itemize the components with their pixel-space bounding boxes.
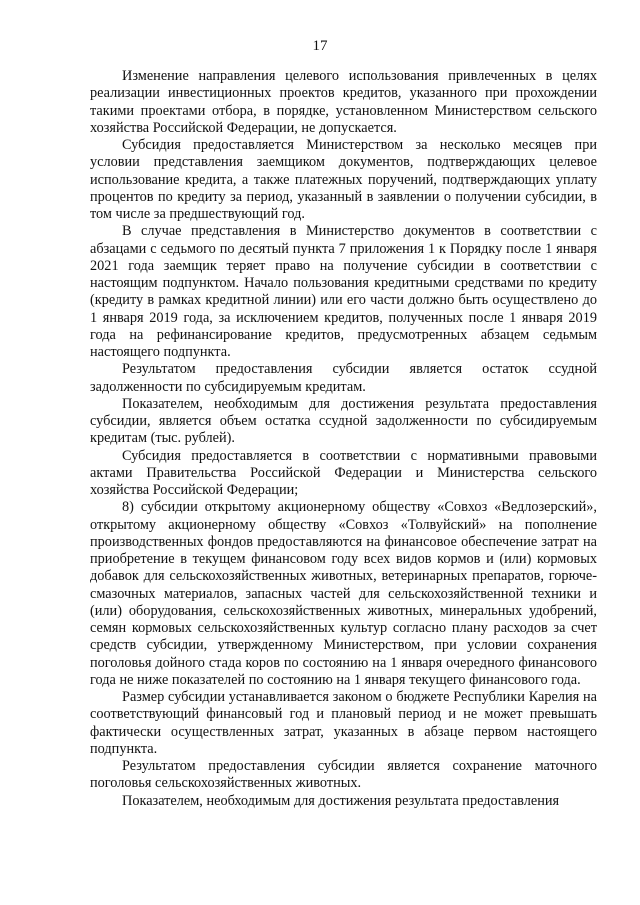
paragraph-6: Субсидия предоставляется в соответствии с нормативными правовыми актами Правительства Российской Федерации и Министерства сельского хозяйства Российской Федерации; [90,447,597,498]
paragraph-7: 8) субсидии открытому акционерному обществу «Совхоз «Ведлозерский», открытому акционерному обществу «Совхоз «Толвуйский» на пополнение производственных фондов предоставляются на финансовое обеспечение затрат на приобретение в текущем финансовом году всех видов кормов и (или) кормовых добавок для сельскохозяйственных животных, ветеринарных препаратов, горюче-смазочных материалов, запасных частей для сельскохозяйственной техники и (или) оборудования, сельскохозяйственных животных, минеральных удобрений, семян кормовых сельскохозяйственных культур согласно плану расходов за счет средств субсидии, утвержденному Министерством, при условии сохранения поголовья дойного стада коров по состоянию на 1 января очередного финансового года не ниже показателей по состоянию на 1 января текущего финансового года. [90,499,597,688]
paragraph-2: Субсидия предоставляется Министерством за несколько месяцев при условии представления заемщиком документов, подтверждающих целевое использование кредита, а также платежных поручений, подтверждающих уплату процентов по кредиту за период, указанный в заявлении о получении субсидии, в том числе за предшествующий год. [90,137,597,222]
page-number: 17 [312,38,328,54]
paragraph-3: В случае представления в Министерство документов в соответствии с абзацами с седьмого по десятый пункта 7 приложения 1 к Порядку после 1 января 2021 года заемщик теряет право на получение субсидии в соответствии с настоящим подпунктом. Начало пользования кредитными средствами по кредиту (кредиту в рамках кредитной линии) или его части должно быть осуществлено до 1 января 2019 года, за исключением кредитов, полученных после 1 января 2019 года на рефинансирование кредитов, предусмотренных абзацем седьмым настоящего подпункта. [90,223,597,360]
paragraph-1: Изменение направления целевого использования привлеченных в целях реализации инвестиционных проектов кредитов, указанного при прохождении такими проектами отбора, в порядке, установленном Министерством сельского хозяйства Российской Федерации, не допускается. [90,68,597,136]
paragraph-9: Результатом предоставления субсидии является сохранение маточного поголовья сельскохозяйственных животных. [90,758,597,792]
paragraph-10: Показателем, необходимым для достижения результата предоставления [122,792,560,809]
paragraph-4: Результатом предоставления субсидии является остаток ссудной задолженности по субсидируемым кредитам. [90,361,597,395]
paragraph-5: Показателем, необходимым для достижения результата предоставления субсидии, является объем остатка ссудной задолженности по субсидируемым кредитам (тыс. рублей). [90,395,597,447]
document-body [90,68,597,810]
paragraph-8: Размер субсидии устанавливается законом о бюджете Республики Карелия на соответствующий финансовый год и плановый период и не может превышать фактически осуществленных затрат, указанных в абзаце первом настоящего подпункта. [90,689,597,757]
